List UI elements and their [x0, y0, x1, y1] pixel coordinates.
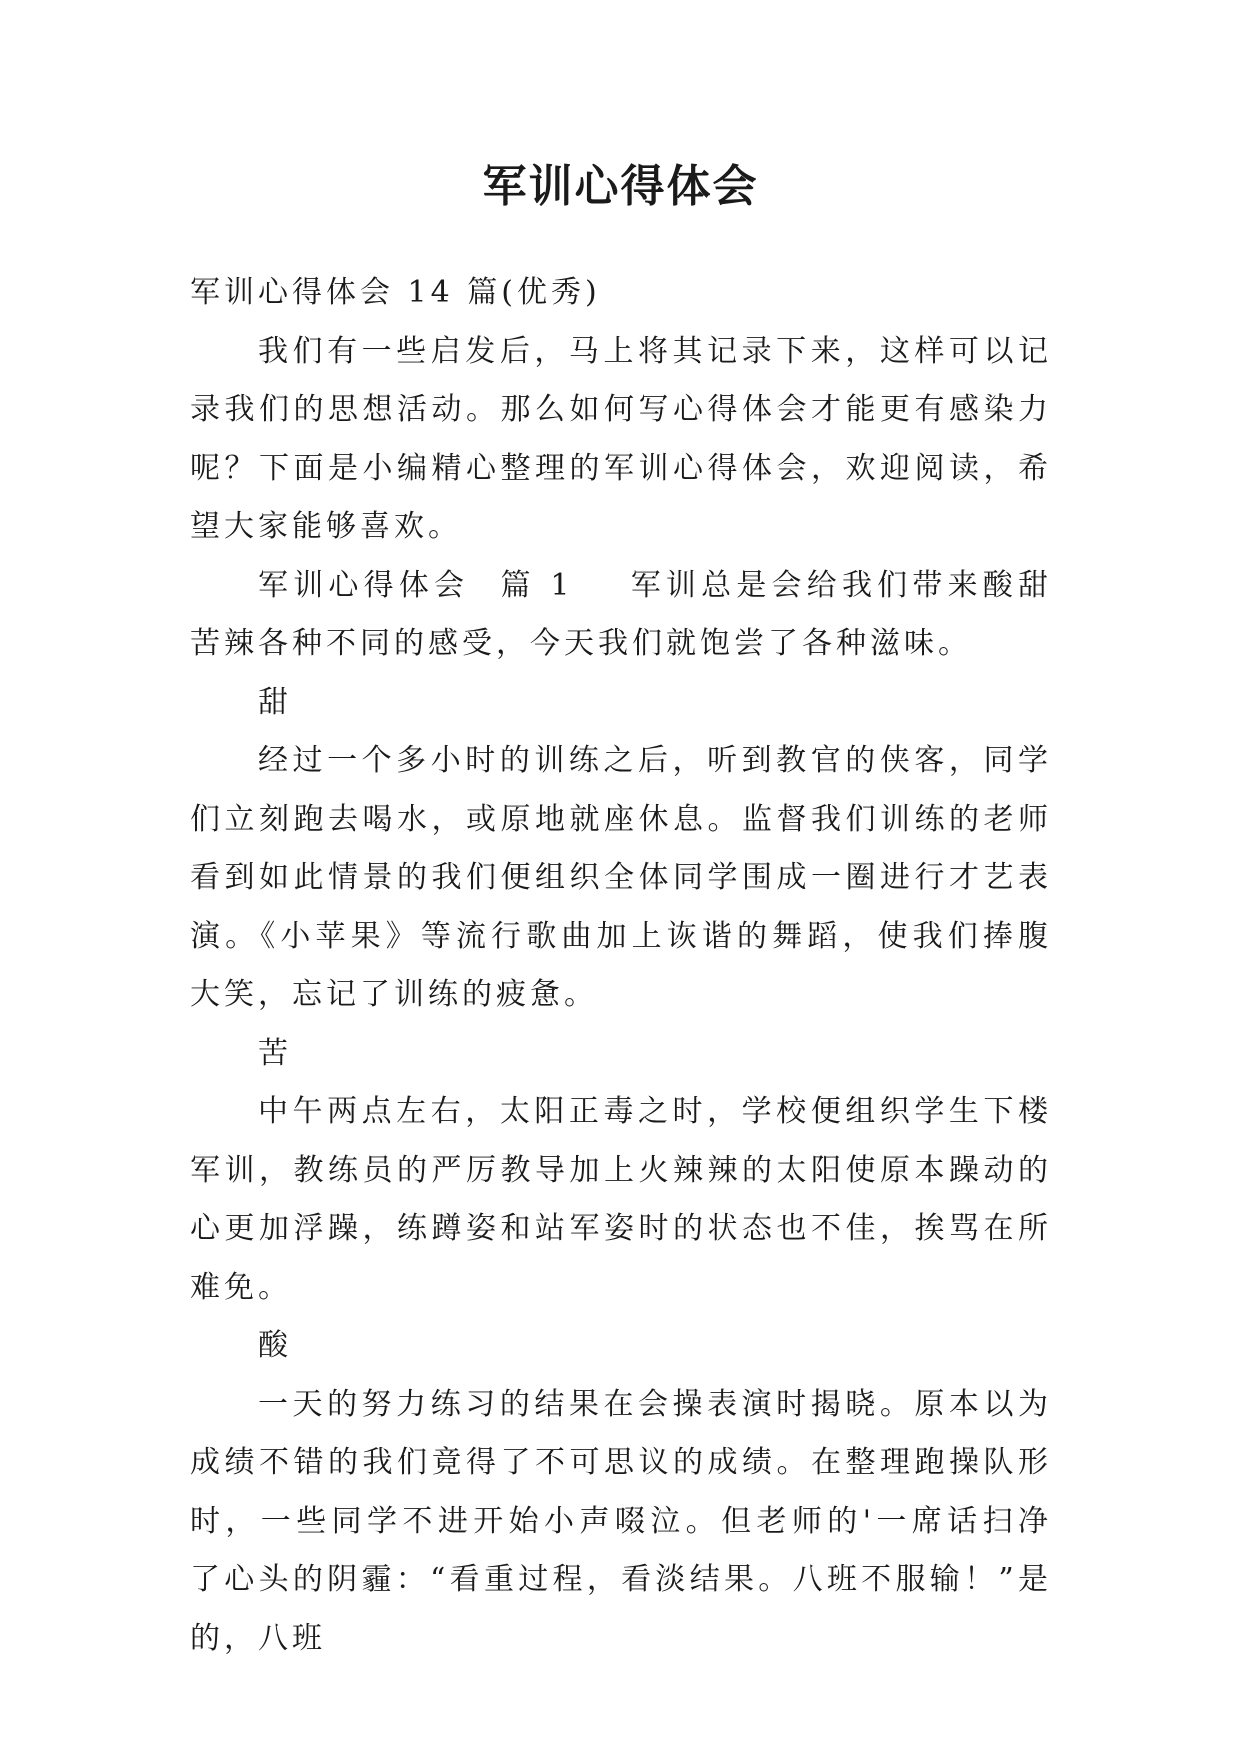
paragraph-bitter: 中午两点左右，太阳正毒之时，学校便组织学生下楼军训，教练员的严厉教导加上火辣辣的太阳使原本躁动的心更加浮躁，练蹲姿和站军姿时的状态也不佳，挨骂在所难免。 [190, 1094, 1052, 1305]
heading-sweet: 甜 [258, 684, 292, 720]
heading-bitter: 苦 [258, 1035, 292, 1071]
section-number: 篇 1 [499, 567, 574, 603]
section-label: 军训心得体会 [258, 567, 470, 603]
document-body [190, 264, 1052, 1668]
section-1-paragraph [190, 557, 1052, 674]
paragraph-sour: 一天的努力练习的结果在会操表演时揭晓。原本以为成绩不错的我们竟得了不可思议的成绩。在整理跑操队形时，一些同学不进开始小声啜泣。但老师的'一席话扫净了心头的阴霾：“看重过程，看淡结果。八班不服输！”是的，八班 [190, 1386, 1052, 1656]
paragraph-sweet: 经过一个多小时的训练之后，听到教官的侠客，同学们立刻跑去喝水，或原地就座休息。监督我们训练的老师看到如此情景的我们便组织全体同学围成一圈进行才艺表演。《小苹果》等流行歌曲加上诙谐的舞蹈，使我们捧腹大笑，忘记了训练的疲惫。 [190, 743, 1052, 1012]
heading-sour: 酸 [258, 1328, 292, 1363]
document-subtitle: 军训心得体会 14 篇(优秀) [190, 275, 601, 310]
document-title: 军训心得体会 [482, 161, 759, 212]
intro-paragraph: 我们有一些启发后，马上将其记录下来，这样可以记录我们的思想活动。那么如何写心得体会才能更有感染力呢？下面是小编精心整理的军训心得体会，欢迎阅读，希望大家能够喜欢。 [190, 333, 1052, 544]
section-first-text: 军训总是会给我们带来酸甜苦辣各种不同的感受，今天我们就饱尝了各种滋味。 [190, 567, 1052, 661]
